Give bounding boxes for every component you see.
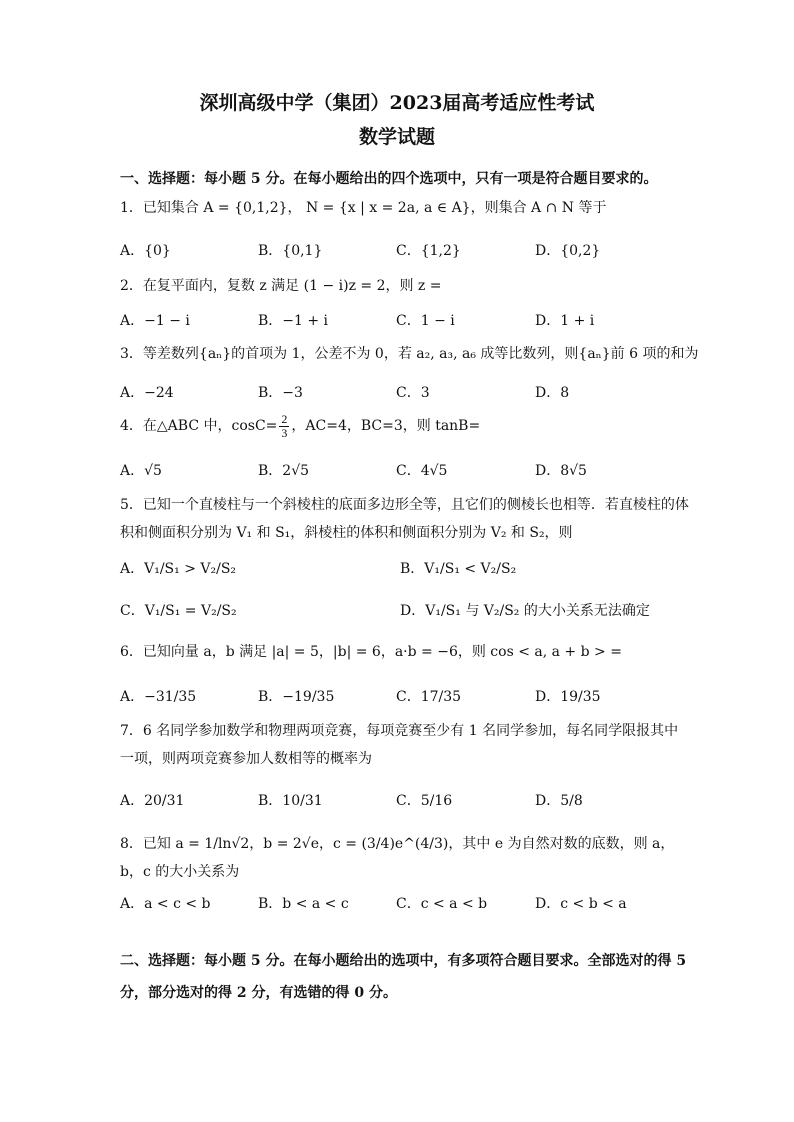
q5-option-a: A．V₁/S₁ > V₂/S₂	[120, 561, 237, 577]
q4-stem-post: ，AC=4，BC=3，则 tanB=	[291, 418, 481, 434]
question-1-stem: 1．已知集合 A = {0,1,2}， N = {x | x = 2a, a ∈ A}，则集合 A ∩ N 等于	[120, 200, 607, 216]
q8-option-a: A．a < c < b	[120, 896, 211, 912]
q7-option-b: B．10/31	[258, 793, 323, 809]
question-2-stem: 2．在复平面内，复数 z 满足 (1 − i)z = 2，则 z =	[120, 278, 442, 294]
q3-option-a: A．−24	[120, 385, 174, 401]
q1-option-d: D．{0,2}	[535, 243, 601, 259]
page-subtitle: 数学试题	[358, 126, 435, 148]
q8-option-b: B．b < a < c	[258, 896, 349, 912]
q3-option-d: D．8	[535, 385, 570, 401]
q6-option-d: D．19/35	[535, 689, 601, 705]
q1-option-c: C．{1,2}	[396, 243, 461, 259]
q1-option-b: B．{0,1}	[258, 243, 323, 259]
q4-option-c: C．4√5	[396, 463, 448, 479]
q4-frac-num: 2	[281, 411, 288, 426]
q5-option-d: D．V₁/S₁ 与 V₂/S₂ 的大小关系无法确定	[400, 603, 650, 619]
question-8-stem: 8．已知 a = 1/ln√2，b = 2√e，c = (3/4)e^(4/3)，其中 e 为自然对数的底数，则 a，b，c 的大小关系为	[120, 836, 675, 880]
q6-option-c: C．17/35	[396, 689, 462, 705]
section-1-heading: 一、选择题：每小题 5 分。在每小题给出的四个选项中，只有一项是符合题目要求的。	[120, 171, 658, 187]
q6-option-a: A．−31/35	[120, 689, 197, 705]
q4-stem-pre: 4．在△ABC 中，cosC=	[120, 418, 278, 434]
q8-option-c: C．c < a < b	[396, 896, 488, 912]
q6-option-b: B．−19/35	[258, 689, 335, 705]
q4-frac-den: 3	[281, 425, 288, 440]
q3-option-b: B．−3	[258, 385, 303, 401]
q2-option-b: B．−1 + i	[258, 313, 329, 329]
question-3-stem: 3．等差数列{aₙ}的首项为 1，公差不为 0，若 a₂, a₃, a₆ 成等比数列，则{aₙ}前 6 项的和为	[120, 346, 699, 362]
page-title: 深圳高级中学（集团）2023届高考适应性考试	[199, 92, 595, 114]
q2-option-d: D．1 + i	[535, 313, 595, 329]
question-6-stem: 6．已知向量 a，b 满足 |a| = 5，|b| = 6，a·b = −6，则 cos < a, a + b > =	[120, 644, 622, 660]
q7-option-d: D．5/8	[535, 793, 583, 809]
q2-option-a: A．−1 − i	[120, 313, 190, 329]
q3-option-c: C．3	[396, 385, 430, 401]
q5-option-c: C．V₁/S₁ = V₂/S₂	[120, 603, 237, 619]
q7-option-c: C．5/16	[396, 793, 453, 809]
q7-option-a: A．20/31	[120, 793, 185, 809]
q4-option-b: B．2√5	[258, 463, 310, 479]
q2-option-c: C．1 − i	[396, 313, 455, 329]
q1-option-a: A．{0}	[120, 243, 171, 259]
q4-option-d: D．8√5	[535, 463, 587, 479]
q4-option-a: A．√5	[120, 463, 162, 479]
q5-option-b: B．V₁/S₁ < V₂/S₂	[400, 561, 517, 577]
q4-fraction	[279, 413, 289, 440]
question-7-stem: 7．6 名同学参加数学和物理两项竞赛，每项竞赛至少有 1 名同学参加，每名同学限报其中一项，则两项竞赛参加人数相等的概率为	[120, 723, 679, 767]
question-5-stem: 5．已知一个直棱柱与一个斜棱柱的底面多边形全等，且它们的侧棱长也相等．若直棱柱的体积和侧面积分别为 V₁ 和 S₁，斜棱柱的体积和侧面积分别为 V₂ 和 S₂，则	[120, 497, 689, 541]
q8-option-d: D．c < b < a	[535, 896, 627, 912]
question-4-stem	[120, 412, 690, 440]
section-2-heading: 二、选择题：每小题 5 分。在每小题给出的选项中，有多项符合题目要求。全部选对的得 5 分，部分选对的得 2 分，有选错的得 0 分。	[120, 953, 687, 1001]
